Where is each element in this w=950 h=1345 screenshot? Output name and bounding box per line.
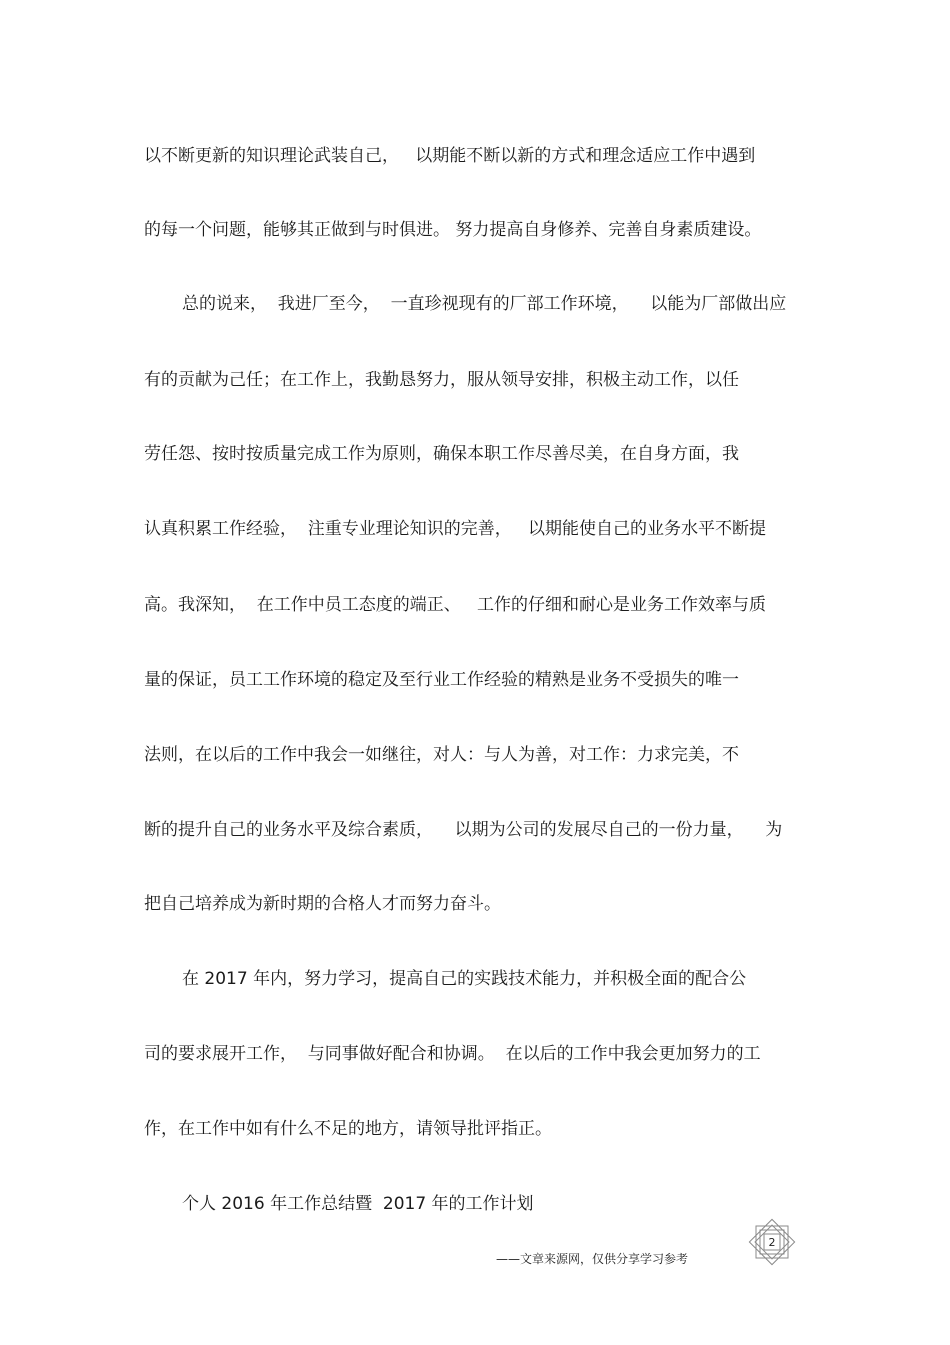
paragraph-line-11: 把自己培养成为新时期的合格人才而努力奋斗。 bbox=[144, 894, 501, 914]
paragraph-line-5: 劳任怨、按时按质量完成工作为原则，确保本职工作尽善尽美，在自身方面，我 bbox=[144, 444, 739, 464]
paragraph-line-9: 法则，在以后的工作中我会一如继往，对人：与人为善，对工作：力求完美，不 bbox=[144, 745, 739, 765]
page-number-badge bbox=[748, 1218, 796, 1266]
paragraph-line-12: 在 2017 年内，努力学习，提高自己的实践技术能力，并积极全面的配合公 bbox=[182, 969, 747, 989]
paragraph-line-3: 总的说来， 我进厂至今， 一直珍视现有的厂部工作环境， 以能为厂部做出应 bbox=[182, 294, 787, 314]
paragraph-line-13: 司的要求展开工作， 与同事做好配合和协调。 在以后的工作中我会更加努力的工 bbox=[144, 1044, 761, 1064]
paragraph-line-10: 断的提升自己的业务水平及综合素质， 以期为公司的发展尽自己的一份力量， 为 bbox=[144, 820, 783, 840]
paragraph-line-8: 量的保证，员工工作环境的稳定及至行业工作经验的精熟是业务不受损失的唯一 bbox=[144, 670, 739, 690]
paragraph-line-7: 高。我深知， 在工作中员工态度的端正、 工作的仔细和耐心是业务工作效率与质 bbox=[144, 595, 767, 615]
paragraph-line-4: 有的贡献为己任；在工作上，我勤恳努力，服从领导安排，积极主动工作，以任 bbox=[144, 370, 739, 390]
source-footnote: ——文章来源网，仅供分享学习参考 bbox=[496, 1252, 689, 1266]
paragraph-line-2: 的每一个问题，能够其正做到与时俱进。 努力提高自身修养、完善自身素质建设。 bbox=[144, 220, 762, 240]
page-number: 2 bbox=[768, 1235, 776, 1249]
section-heading: 个人 2016 年工作总结暨 2017 年的工作计划 bbox=[182, 1194, 534, 1214]
paragraph-line-14: 作，在工作中如有什么不足的地方，请领导批评指正。 bbox=[144, 1119, 552, 1139]
paragraph-line-6: 认真积累工作经验， 注重专业理论知识的完善， 以期能使自己的业务水平不断提 bbox=[144, 519, 767, 539]
paragraph-line-1: 以不断更新的知识理论武装自己， 以期能不断以新的方式和理念适应工作中遇到 bbox=[144, 146, 756, 166]
